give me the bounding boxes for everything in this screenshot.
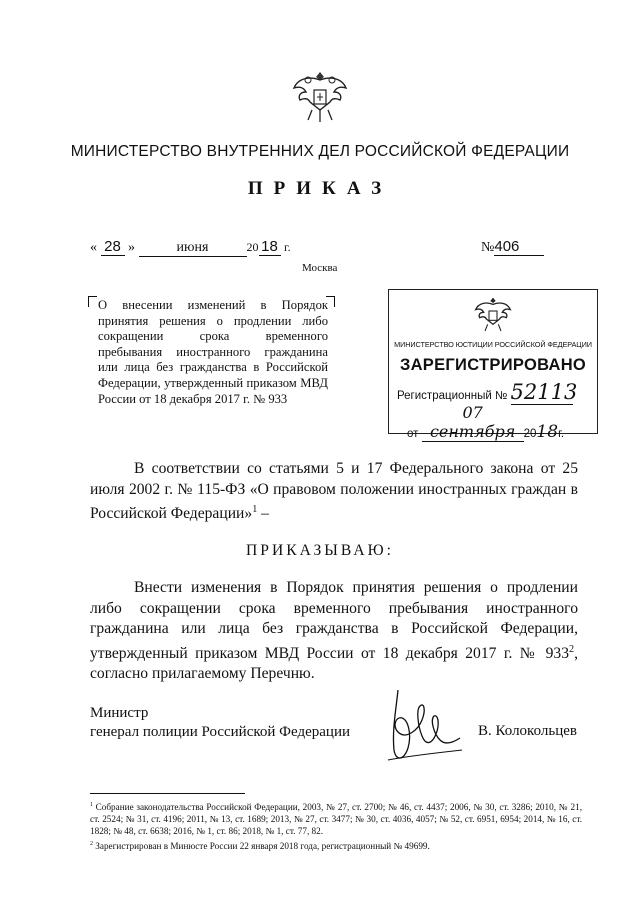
signatory-title-line1: Министр — [90, 705, 149, 721]
preamble-text: В соответствии со статьями 5 и 17 Федерального закона от 25 июля 2002 г. № 115-ФЗ «О правовом положении иностранных граждан в Российской Федерации» — [90, 460, 578, 523]
date-close-quote: » — [128, 240, 135, 255]
operative-end: , согласно прилагаемому Перечню. — [90, 644, 578, 683]
stamp-date-value: 07 сентября — [422, 403, 524, 442]
date-day: 28 — [101, 238, 125, 256]
document-type-title: ПРИКАЗ — [247, 178, 393, 199]
operative-text: Внести изменения в Порядок принятия решения о продлении либо сокращении срока временного пребывания иностранного гражданина или лица без гражданства в Российской Федерации, утвержденный приказом МВД России от 18 декабря 2017 г. № 933 — [90, 579, 578, 662]
order-word: ПРИКАЗЫВАЮ: — [246, 542, 394, 559]
footnote-2-mark: 2 — [90, 840, 93, 847]
operative-paragraph — [90, 578, 578, 685]
date-year-suffix: 18 — [259, 238, 281, 256]
signatory-title — [90, 704, 350, 742]
footnote-separator — [90, 793, 245, 794]
ministry-name: МИНИСТЕРСТВО ВНУТРЕННИХ ДЕЛ РОССИЙСКОЙ ФЕДЕРАЦИИ — [70, 143, 570, 160]
footnotes — [90, 799, 582, 852]
registration-stamp — [388, 289, 598, 442]
stamp-date-label: от — [407, 428, 419, 440]
city: Москва — [302, 262, 338, 274]
order-number-label: № — [481, 240, 495, 255]
date-month: июня — [139, 240, 247, 257]
footnote-ref-1: 1 — [252, 504, 258, 515]
stamp-year-abbr: г. — [558, 428, 565, 440]
signatory-name: В. Колокольцев — [478, 723, 577, 739]
order-subject: О внесении изменений в Порядок принятия решения о продлении либо сокращении срока временного пребывания иностранного гражданина или лица без гражданства в Российской Федерации, утвержденный приказом МВД России от 18 декабря 2017 г. № 933 — [98, 298, 328, 406]
order-number-value: 406 — [494, 238, 544, 256]
stamp-registration — [397, 380, 578, 405]
footnote-1 — [90, 799, 582, 838]
footnote-2 — [90, 838, 582, 852]
signatory-title-line2: генерал полиции Российской Федерации — [90, 724, 351, 740]
order-date — [90, 238, 291, 257]
footnote-ref-2: 2 — [569, 643, 575, 655]
stamp-year-suffix: 18 — [536, 422, 559, 442]
stamp-reg-label: Регистрационный № — [397, 390, 508, 402]
footnote-1-text: Собрание законодательства Российской Федерации, 2003, № 27, ст. 2700; № 46, ст. 4437; 2006, № 30, ст. 3286; 2010, № 21, ст. 2524; № 31, ст. 4196; 2011, № 13, ст. 1689; 2013, № 27, ст. 3477; № 30, ст. 4036, 4057; № 52, ст. 6951, 6954; 2014, № 16, ст. 1828; № 48, ст. 6638; 2016, № 1, ст. 86; 2018, № 1, ст. 77, 82. — [90, 802, 582, 837]
date-year-abbr: г. — [284, 240, 291, 254]
date-year-prefix: 20 — [246, 240, 259, 254]
preamble-end: – — [257, 505, 269, 523]
stamp-year-prefix: 20 — [523, 428, 537, 440]
order-number — [481, 238, 544, 256]
stamp-date — [407, 403, 564, 442]
stamp-ministry: МИНИСТЕРСТВО ЮСТИЦИИ РОССИЙСКОЙ ФЕДЕРАЦИИ — [394, 340, 592, 349]
handwritten-signature — [378, 680, 468, 770]
footnote-1-mark: 1 — [90, 802, 93, 808]
stamp-reg-number: 52113 — [510, 380, 578, 404]
stamp-title: ЗАРЕГИСТРИРОВАНО — [399, 356, 587, 374]
footnote-2-text: Зарегистрирован в Минюсте России 22 января 2018 года, регистрационный № 49699. — [92, 840, 430, 851]
subject-bracket-left — [88, 296, 97, 307]
double-headed-eagle-emblem — [290, 66, 350, 126]
preamble-paragraph — [90, 459, 578, 525]
double-headed-eagle-emblem — [473, 295, 513, 335]
date-open-quote: « — [90, 240, 97, 255]
